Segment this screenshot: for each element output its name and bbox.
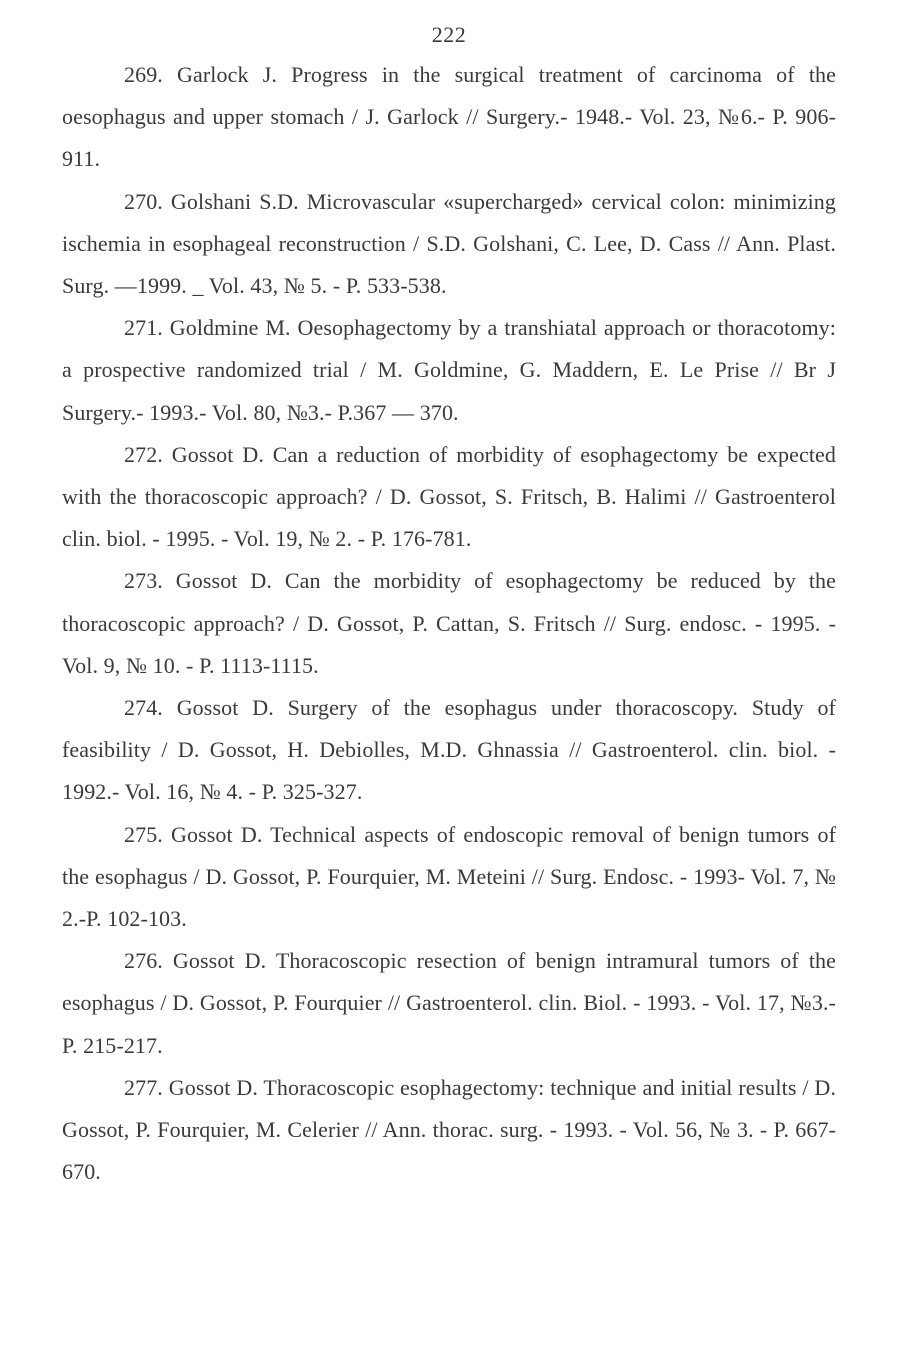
reference-item: 277. Gossot D. Thoracoscopic esophagectomy: technique and initial results / D. Gossot, P. Fourquier, M. Celerier // Ann. thorac. surg. - 1993. - Vol. 56, № 3. - P. 667-670. bbox=[62, 1074, 836, 1185]
page-number: 222 bbox=[431, 22, 467, 47]
reference-item: 276. Gossot D. Thoracoscopic resection of benign intramural tumors of the esophagus / D. Gossot, P. Fourquier // Gastroenterol. clin. Biol. - 1993. - Vol. 17, №3.-P. 215-217. bbox=[62, 948, 836, 1058]
reference-item: 269. Garlock J. Progress in the surgical treatment of carcinoma of the oesophagus and upper stomach / J. Garlock // Surgery.- 1948.- Vol. 23, №6.- P. 906-911. bbox=[62, 62, 836, 172]
reference-list bbox=[62, 54, 836, 1193]
reference-item: 274. Gossot D. Surgery of the esophagus under thoracoscopy. Study of feasibility / D. Gossot, H. Debiolles, M.D. Ghnassia // Gastroenterol. clin. biol. - 1992.- Vol. 16, № 4. - P. 325-327. bbox=[62, 695, 836, 805]
reference-item: 273. Gossot D. Can the morbidity of esophagectomy be reduced by the thoracoscopic approach? / D. Gossot, P. Cattan, S. Fritsch // Surg. endosc. - 1995. - Vol. 9, № 10. - P. 1113-1115. bbox=[62, 568, 836, 678]
reference-item: 271. Goldmine M. Oesophagectomy by a transhiatal approach or thoracotomy: a prospective randomized trial / M. Goldmine, G. Maddern, E. Le Prise // Br J Surgery.- 1993.- Vol. 80, №3.- P.367 — 370. bbox=[62, 315, 836, 425]
document-page bbox=[62, 18, 836, 1193]
reference-item: 272. Gossot D. Can a reduction of morbidity of esophagectomy be expected with the thoracoscopic approach? / D. Gossot, S. Fritsch, B. Halimi // Gastroenterol clin. biol. - 1995. - Vol. 19, № 2. - P. 176-781. bbox=[62, 441, 836, 552]
reference-item: 275. Gossot D. Technical aspects of endoscopic removal of benign tumors of the esophagus / D. Gossot, P. Fourquier, M. Meteini // Surg. Endosc. - 1993- Vol. 7, № 2.-P. 102-103. bbox=[62, 821, 836, 932]
reference-item: 270. Golshani S.D. Microvascular «supercharged» cervical colon: minimizing ischemia in esophageal reconstruction / S.D. Golshani, C. Lee, D. Cass // Ann. Plast. Surg. —1999. _ Vol. 43, № 5. - P. 533-538. bbox=[62, 188, 836, 299]
